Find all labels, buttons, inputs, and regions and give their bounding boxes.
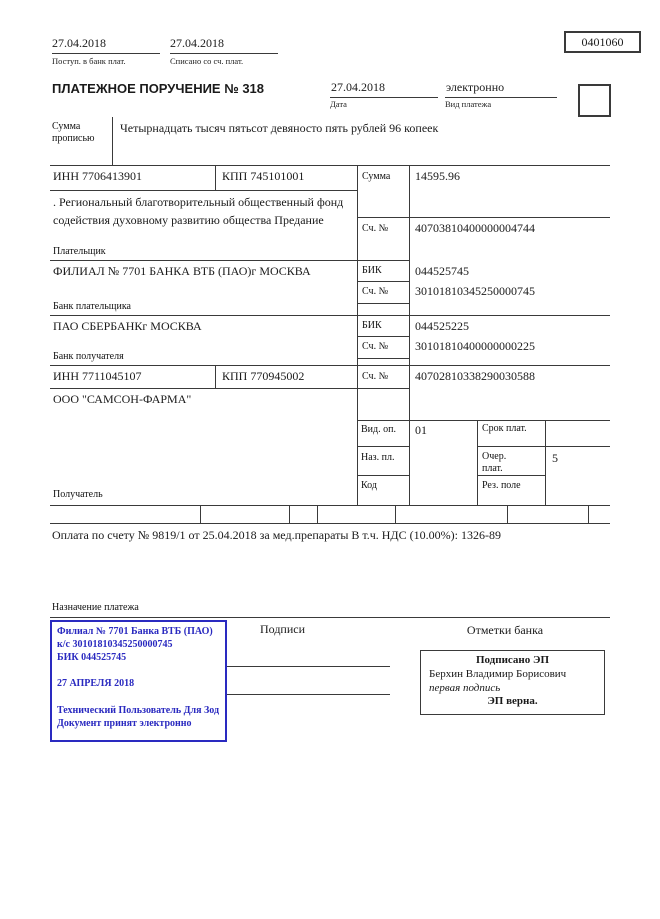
debited-date-label: Списано со сч. плат. <box>170 56 244 66</box>
received-date-underline <box>52 53 160 54</box>
purpose-code-label: Наз. пл. <box>361 452 395 463</box>
signature-line <box>227 694 390 695</box>
payer-label: Плательщик <box>53 246 106 257</box>
table-line <box>477 475 545 476</box>
pay-term-label: Срок плат. <box>482 423 527 434</box>
beneficiary-bank-account: 30101810400000000225 <box>415 339 535 353</box>
amount-words-value: Четырнадцать тысяч пятьсот девяносто пять рублей 96 копеек <box>120 121 439 135</box>
table-line <box>545 420 546 505</box>
debited-date: 27.04.2018 <box>170 36 224 50</box>
table-line <box>357 336 409 337</box>
table-line <box>477 420 478 505</box>
beneficiary-account-label: Сч. № <box>362 371 389 382</box>
payer-inn: ИНН 7706413901 <box>53 169 142 183</box>
op-kind-value: 01 <box>415 423 427 437</box>
table-line <box>50 260 409 261</box>
payer-bank-account: 30101810345250000745 <box>415 284 535 298</box>
signatures-label: Подписи <box>260 622 306 636</box>
beneficiary-bank-name: ПАО СБЕРБАНКг МОСКВА <box>53 319 202 333</box>
table-line <box>50 505 610 506</box>
empty-cell-divider <box>507 505 508 523</box>
table-line <box>357 217 610 218</box>
purpose-underline <box>50 617 610 618</box>
bank-stamp <box>50 620 227 742</box>
doc-date-label: Дата <box>330 99 347 109</box>
amount-words-divider <box>112 117 113 165</box>
debited-date-underline <box>170 53 278 54</box>
payer-bank-bik-label: БИК <box>362 265 382 276</box>
beneficiary-bank-account-label: Сч. № <box>362 341 389 352</box>
esign-verified: ЭП верна. <box>487 695 538 708</box>
op-kind-label: Вид. оп. <box>361 424 396 435</box>
received-date: 27.04.2018 <box>52 36 106 50</box>
priority-value: 5 <box>552 451 558 465</box>
empty-cell-divider <box>289 505 290 523</box>
table-line <box>50 190 357 191</box>
payer-bank-name: ФИЛИАЛ № 7701 БАНКА ВТБ (ПАО)г МОСКВА <box>53 264 311 278</box>
priority-label: Очер. плат. <box>482 451 507 474</box>
esign-signer-name: Берхин Владимир Борисович <box>429 667 567 680</box>
payment-kind-label: Вид платежа <box>445 99 492 109</box>
payment-kind-value: электронно <box>446 80 505 94</box>
stamp-date: 27 АПРЕЛЯ 2018 <box>57 678 135 689</box>
table-line <box>357 446 409 447</box>
payer-bank-label: Банк плательщика <box>53 301 131 312</box>
amount-words-label: Сумма прописью <box>52 121 95 144</box>
esign-title: Подписано ЭП <box>475 654 550 666</box>
table-line <box>357 475 409 476</box>
beneficiary-bank-label: Банк получателя <box>53 351 124 362</box>
code-label: Код <box>361 480 377 491</box>
beneficiary-bank-bik: 044525225 <box>415 319 469 333</box>
stamp-corr-account: к/с 30101810345250000745 <box>57 639 173 650</box>
stamp-bik: БИК 044525745 <box>57 652 127 663</box>
beneficiary-account: 40702810338290030588 <box>415 369 535 383</box>
form-code-box: 0401060 <box>564 31 641 53</box>
payer-kpp: КПП 745101001 <box>222 169 305 183</box>
table-line <box>357 281 409 282</box>
reserve-label: Рез. поле <box>482 480 521 491</box>
esign-subtitle: первая подпись <box>429 681 501 694</box>
priority-checkbox <box>578 84 611 117</box>
table-line <box>357 165 358 505</box>
table-line <box>50 315 610 316</box>
stamp-accepted: Документ принят электронно <box>57 718 192 729</box>
esign-stamp <box>420 650 605 715</box>
payment-kind-underline <box>445 97 557 98</box>
signature-line <box>227 666 390 667</box>
table-line <box>215 365 216 388</box>
document-title: ПЛАТЕЖНОЕ ПОРУЧЕНИЕ № 318 <box>52 81 265 96</box>
stamp-user: Технический Пользователь Для Зод <box>57 705 220 716</box>
table-line <box>357 303 409 304</box>
empty-cell-divider <box>200 505 201 523</box>
doc-date-underline <box>330 97 438 98</box>
table-line <box>50 165 610 166</box>
table-line <box>50 523 610 524</box>
table-line <box>215 165 216 190</box>
payer-bank-account-label: Сч. № <box>362 286 389 297</box>
payer-bank-bik: 044525745 <box>415 264 469 278</box>
beneficiary-name: ООО "САМСОН-ФАРМА" <box>53 392 192 406</box>
table-line <box>50 365 610 366</box>
payer-account: 40703810400000004744 <box>415 221 535 235</box>
stamp-bank-name: Филиал № 7701 Банка ВТБ (ПАО) <box>57 626 213 637</box>
table-line <box>409 165 410 505</box>
doc-date-value: 27.04.2018 <box>331 80 385 94</box>
received-date-label: Поступ. в банк плат. <box>52 56 126 66</box>
payer-name: . Региональный благотворительный общественный фонд содействия духовному развитию общества Предание <box>53 195 344 227</box>
table-line <box>50 388 409 389</box>
beneficiary-label: Получатель <box>53 489 103 500</box>
table-line <box>477 446 610 447</box>
payer-account-label: Сч. № <box>362 223 389 234</box>
table-line <box>357 358 409 359</box>
table-line <box>357 420 610 421</box>
beneficiary-kpp: КПП 770945002 <box>222 369 305 383</box>
empty-cell-divider <box>317 505 318 523</box>
amount-label: Сумма <box>362 171 391 182</box>
purpose-label: Назначение платежа <box>52 602 139 613</box>
amount-value: 14595.96 <box>415 169 460 183</box>
empty-cell-divider <box>395 505 396 523</box>
beneficiary-bank-bik-label: БИК <box>362 320 382 331</box>
bank-marks-label: Отметки банка <box>466 623 544 637</box>
purpose-text: Оплата по счету № 9819/1 от 25.04.2018 за мед.препараты В т.ч. НДС (10.00%): 1326-89 <box>52 528 501 542</box>
empty-cell-divider <box>588 505 589 523</box>
beneficiary-inn: ИНН 7711045107 <box>53 369 142 383</box>
